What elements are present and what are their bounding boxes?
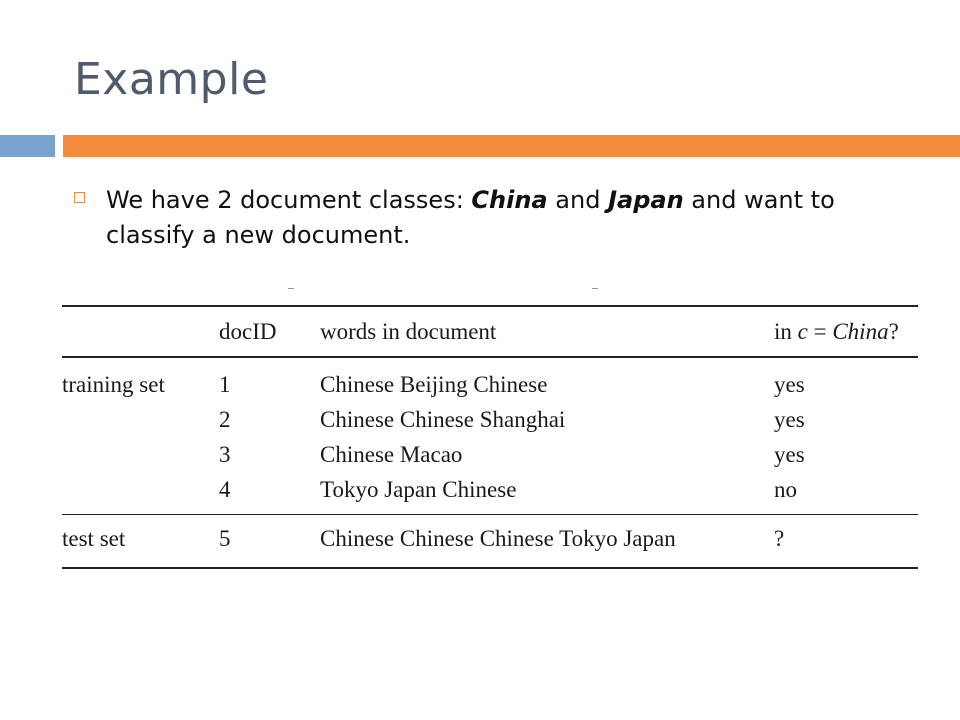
bullet-text-before: We have 2 document classes: [106, 186, 472, 214]
row-docid: 3 [219, 441, 231, 467]
square-bullet-icon [74, 192, 85, 203]
header-class-var: c [797, 319, 808, 344]
row-set: training set [62, 371, 165, 397]
table-header-row [62, 307, 918, 356]
row-docid: 2 [219, 406, 231, 432]
header-docid: docID [219, 319, 277, 344]
row-label: yes [774, 406, 805, 432]
row-words: Chinese Macao [320, 441, 463, 467]
table-row [62, 471, 918, 506]
bullet-text-middle: and [547, 186, 609, 214]
table-row [62, 366, 918, 401]
slide-title: Example [74, 54, 269, 105]
header-accent-bar-orange [63, 135, 960, 157]
scan-artifact-mark [592, 288, 598, 289]
class-japan: Japan [608, 186, 684, 214]
header-class-eq: = [807, 319, 833, 344]
row-label: ? [774, 526, 785, 551]
row-words: Tokyo Japan Chinese [320, 476, 517, 502]
row-words: Chinese Chinese Chinese Tokyo Japan [320, 526, 676, 551]
row-docid: 4 [219, 476, 231, 502]
header-class-name: China [832, 319, 889, 344]
class-china: China [471, 186, 548, 214]
row-words: Chinese Beijing Chinese [320, 371, 548, 397]
header-accent-bar-blue [0, 135, 55, 157]
row-docid: 5 [219, 526, 231, 551]
header-class-prefix: in [774, 319, 798, 344]
bullet-text-after: and want to classify a new document. [106, 186, 835, 249]
row-label: yes [774, 371, 805, 397]
document-table [62, 305, 918, 569]
table-row [62, 436, 918, 471]
bullet-text [106, 183, 906, 253]
row-label: yes [774, 441, 805, 467]
scan-artifact-mark [288, 288, 294, 289]
header-words: words in document [320, 319, 497, 344]
row-label: no [774, 476, 797, 502]
header-class-q: ? [888, 319, 899, 344]
row-docid: 1 [219, 371, 231, 397]
header-class [774, 319, 899, 345]
row-words: Chinese Chinese Shanghai [320, 406, 566, 432]
table-bottom-rule [62, 567, 918, 569]
row-set: test set [62, 526, 126, 551]
table-row [62, 515, 918, 567]
table-row [62, 401, 918, 436]
